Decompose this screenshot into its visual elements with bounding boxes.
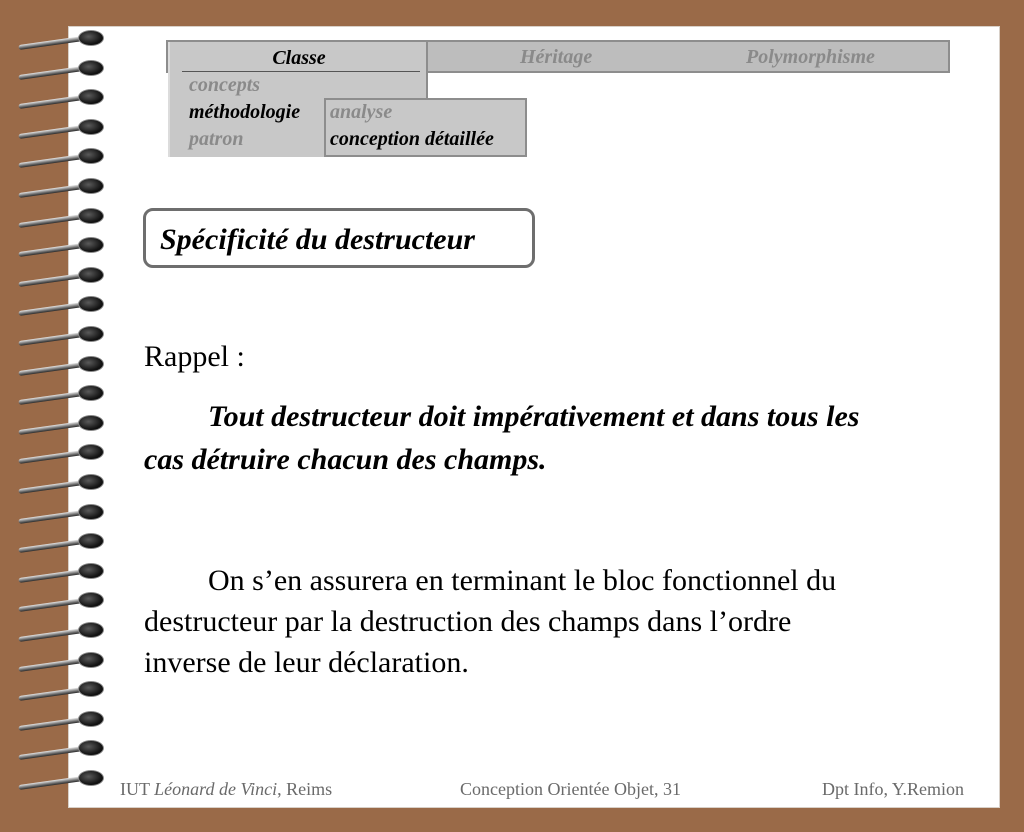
spiral-ring xyxy=(18,89,110,103)
slide-title-box xyxy=(143,208,535,268)
spiral-ring xyxy=(18,504,110,518)
spiral-ring xyxy=(18,30,110,44)
spiral-ring xyxy=(18,444,110,458)
menu-item-conception-detaillee[interactable]: conception détaillée xyxy=(330,128,494,150)
spiral-ring xyxy=(18,563,110,577)
spiral-ring xyxy=(18,208,110,222)
spiral-ring xyxy=(18,770,110,784)
tab-classe-label: Classe xyxy=(272,47,326,69)
spiral-ring xyxy=(18,592,110,606)
menu-item-patron[interactable]: patron xyxy=(189,128,244,150)
spiral-ring xyxy=(18,326,110,340)
spiral-ring xyxy=(18,474,110,488)
tab-polymorphisme[interactable]: Polymorphisme xyxy=(746,46,875,68)
rappel-label: Rappel : xyxy=(144,340,245,373)
spiral-ring xyxy=(18,356,110,370)
spiral-ring xyxy=(18,622,110,636)
menu-item-concepts[interactable]: concepts xyxy=(189,74,261,96)
spiral-ring xyxy=(18,60,110,74)
paragraph-line-2: destructeur par la destruction des champs dans l’ordre xyxy=(144,605,792,638)
spiral-ring xyxy=(18,533,110,547)
spiral-ring xyxy=(18,652,110,666)
spiral-binding-icon xyxy=(0,30,115,810)
paragraph-line-1: On s’en assurera en terminant le bloc fonctionnel du xyxy=(208,564,837,597)
footer-left-suffix: , Reims xyxy=(277,779,333,799)
footer-left-prefix: IUT xyxy=(120,779,155,799)
spiral-ring xyxy=(18,711,110,725)
emphasis-line-2: cas détruire chacun des champs. xyxy=(144,443,547,476)
footer-left xyxy=(120,779,332,800)
spiral-ring xyxy=(18,267,110,281)
spiral-ring xyxy=(18,415,110,429)
tab-divider xyxy=(182,71,420,72)
spiral-ring xyxy=(18,237,110,251)
spiral-ring xyxy=(18,119,110,133)
methodologie-submenu xyxy=(324,98,527,157)
emphasis-line-1: Tout destructeur doit impérativement et dans tous les xyxy=(208,400,860,433)
footer-left-italic: Léonard de Vinci xyxy=(154,779,278,799)
menu-item-analyse[interactable]: analyse xyxy=(330,101,393,123)
footer-center: Conception Orientée Objet, 31 xyxy=(460,779,681,799)
spiral-ring xyxy=(18,681,110,695)
spiral-ring xyxy=(18,296,110,310)
slide-title: Spécificité du destructeur xyxy=(160,223,475,256)
spiral-ring xyxy=(18,385,110,399)
spiral-ring xyxy=(18,148,110,162)
paragraph-line-3: inverse de leur déclaration. xyxy=(144,646,469,679)
footer-right: Dpt Info, Y.Remion xyxy=(822,779,964,799)
spiral-ring xyxy=(18,740,110,754)
menu-item-methodologie[interactable]: méthodologie xyxy=(189,101,301,123)
tab-heritage[interactable]: Héritage xyxy=(520,46,593,68)
spiral-ring xyxy=(18,178,110,192)
